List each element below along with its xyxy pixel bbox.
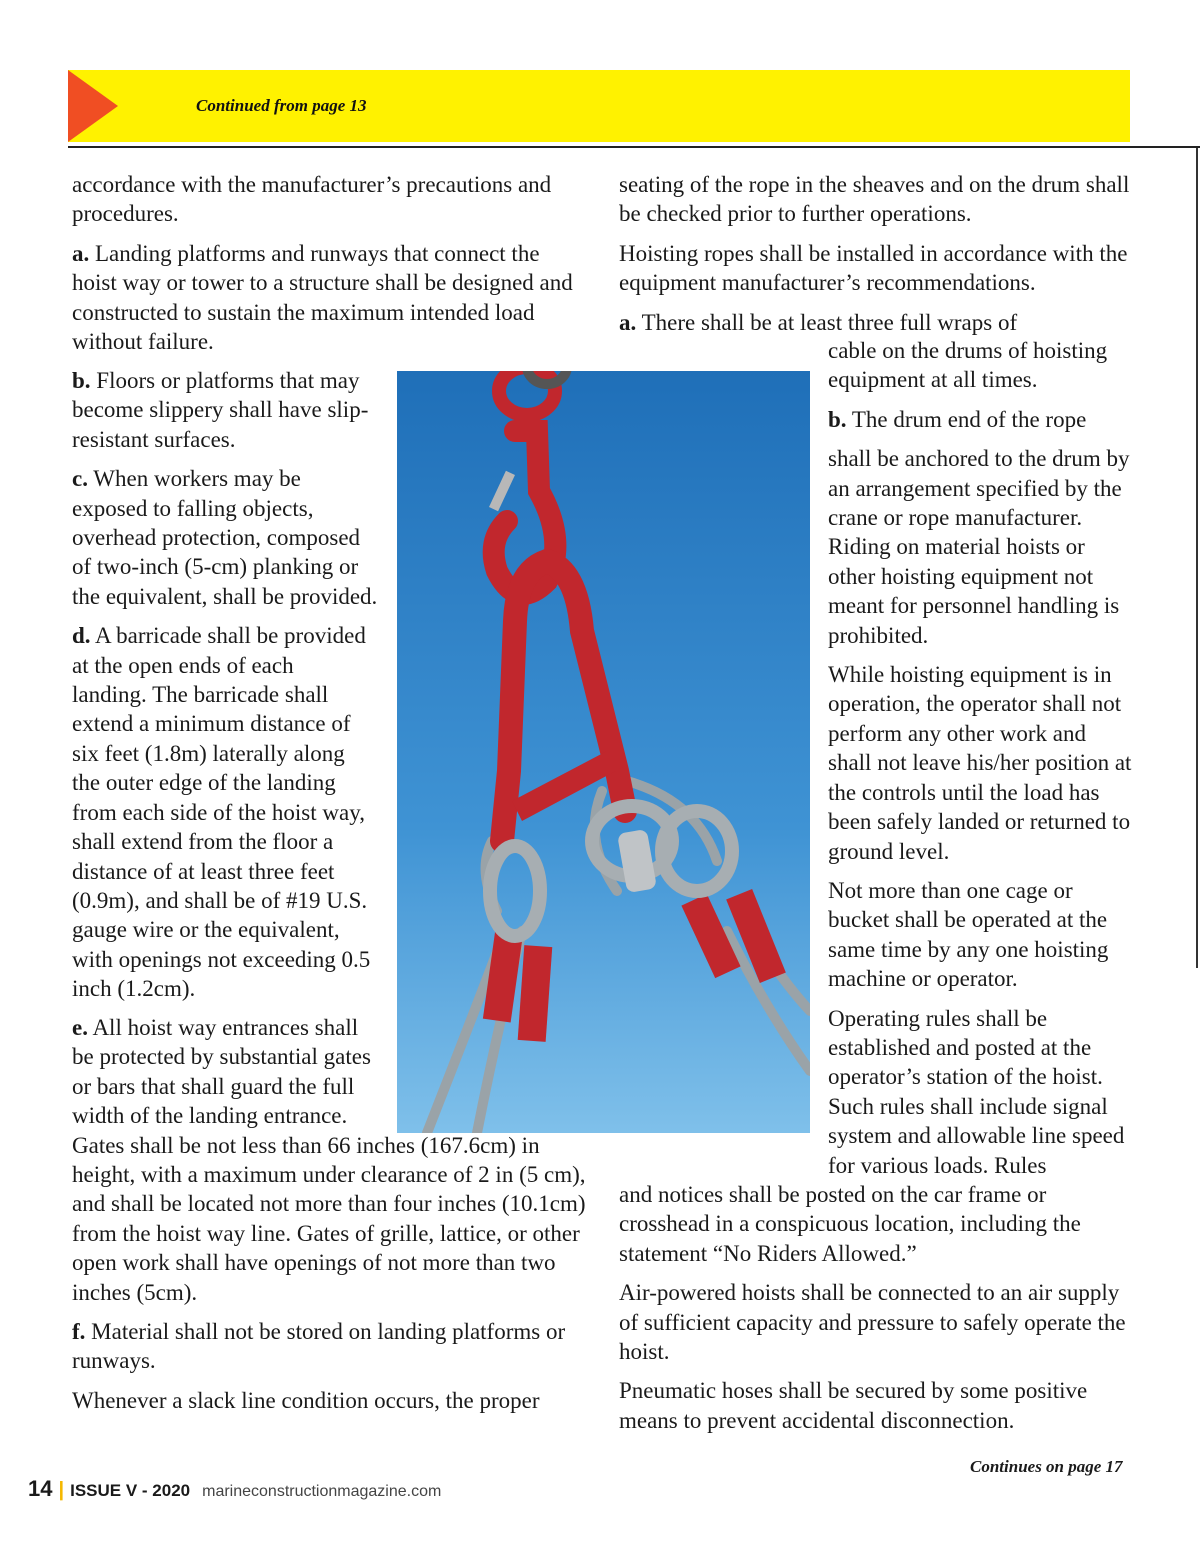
- paragraph: seating of the rope in the sheaves and on the drum shall be checked prior to further operations.: [619, 172, 1130, 227]
- paragraph-cage: Not more than one cage or bucket shall be operated at the same time by any one hoisting machine or operator.: [828, 877, 1109, 992]
- paragraph-a: a. There shall be at least three full wraps of: [619, 309, 1018, 335]
- paragraph-a: a. Landing platforms and runways that connect the hoist way or tower to a structure shall be designed and constructed to sustain the maximum intended load without failure.: [72, 240, 573, 355]
- right-column-top: [619, 170, 1134, 337]
- paragraph-pneumatic: Pneumatic hoses shall be secured by some positive means to prevent accidental disconnection.: [619, 1378, 1088, 1433]
- arrow-icon: [68, 70, 118, 142]
- continued-from-label: Continued from page 13: [196, 96, 367, 115]
- paragraph-rules-cont: and notices shall be posted on the car frame or crosshead in a conspicuous location, including the statement “No Riders Allowed.”: [619, 1182, 1081, 1266]
- continues-on-label: Continues on page 17: [970, 1457, 1123, 1476]
- paragraph-b-cont: shall be anchored to the drum by an arrangement specified by the crane or rope manufacturer. Riding on material hoists or other hoisting equipment not meant for personnel handling is prohibited.: [828, 446, 1130, 648]
- paragraph: Hoisting ropes shall be installed in accordance with the equipment manufacturer’s recommendations.: [619, 240, 1128, 296]
- header-rule: [68, 146, 1200, 148]
- website-link[interactable]: marineconstructionmagazine.com: [202, 1483, 442, 1500]
- folio: [28, 1476, 441, 1502]
- paragraph-c: c. When workers may be exposed to falling objects, overhead protection, composed of two-inch (5-cm) planking or the equivalent, shall be provided.: [72, 466, 378, 609]
- paragraph-b: b. The drum end of the rope: [828, 406, 1087, 432]
- paragraph-operation: While hoisting equipment is in operation, the operator shall not perform any other work and shall not leave his/her position at the controls until the load has been safely landed or returned to ground level.: [828, 662, 1132, 864]
- left-column-narrow: [72, 366, 380, 1014]
- paragraph-slack: Whenever a slack line condition occurs, the proper: [72, 1387, 540, 1413]
- left-column-top: [72, 170, 587, 366]
- paragraph-f: f. Material shall not be stored on landing platforms or runways.: [72, 1319, 566, 1374]
- page-edge-line: [1196, 148, 1198, 968]
- page-number: 14: [28, 1476, 53, 1501]
- paragraph-rules: Operating rules shall be established and posted at the operator’s station of the hoist. Such rules shall include signal system and allowable line speed for various loads. Rules: [828, 1005, 1125, 1178]
- issue-label: ISSUE V - 2020: [70, 1481, 191, 1500]
- paragraph-e: e. All hoist way entrances shall be protected by substantial gates or bars that shall guard the full width of the landing entrance. Gates shall be not less than 66 inches (167.6cm) in height, with a maximum under clearance of 2 in (5 cm), and shall be located not more than four inches (10.1cm) from the hoist way line. Gates of grille, lattice, or other open work shall have openings of not more than two inches (5cm).: [72, 1015, 586, 1305]
- right-column-bottom: [619, 1180, 1134, 1445]
- lifting-rigging-photo: [397, 371, 810, 1133]
- paragraph-b: b. Floors or platforms that may become slippery shall have slip-resistant surfaces.: [72, 368, 369, 452]
- paragraph: accordance with the manufacturer’s precautions and procedures.: [72, 172, 552, 227]
- right-column-narrow: [828, 336, 1134, 1180]
- paragraph-d: d. A barricade shall be provided at the open ends of each landing. The barricade shall extend a minimum distance of six feet (1.8m) laterally along the outer edge of the landing from each side of the hoist way, shall extend from the floor a distance of at least three feet (0.9m), and shall be of #19 U.S. gauge wire or the equivalent, with openings not exceeding 0.5 inch (1.2cm).: [72, 623, 371, 1002]
- paragraph-a-cont: cable on the drums of hoisting equipment at all times.: [828, 338, 1108, 393]
- paragraph-air: Air-powered hoists shall be connected to an air supply of sufficient capacity and pressure to safely operate the hoist.: [619, 1280, 1126, 1365]
- wrap-line-1: There shall be at least three full wraps of: [636, 309, 1018, 335]
- folio-separator: |: [58, 1479, 65, 1501]
